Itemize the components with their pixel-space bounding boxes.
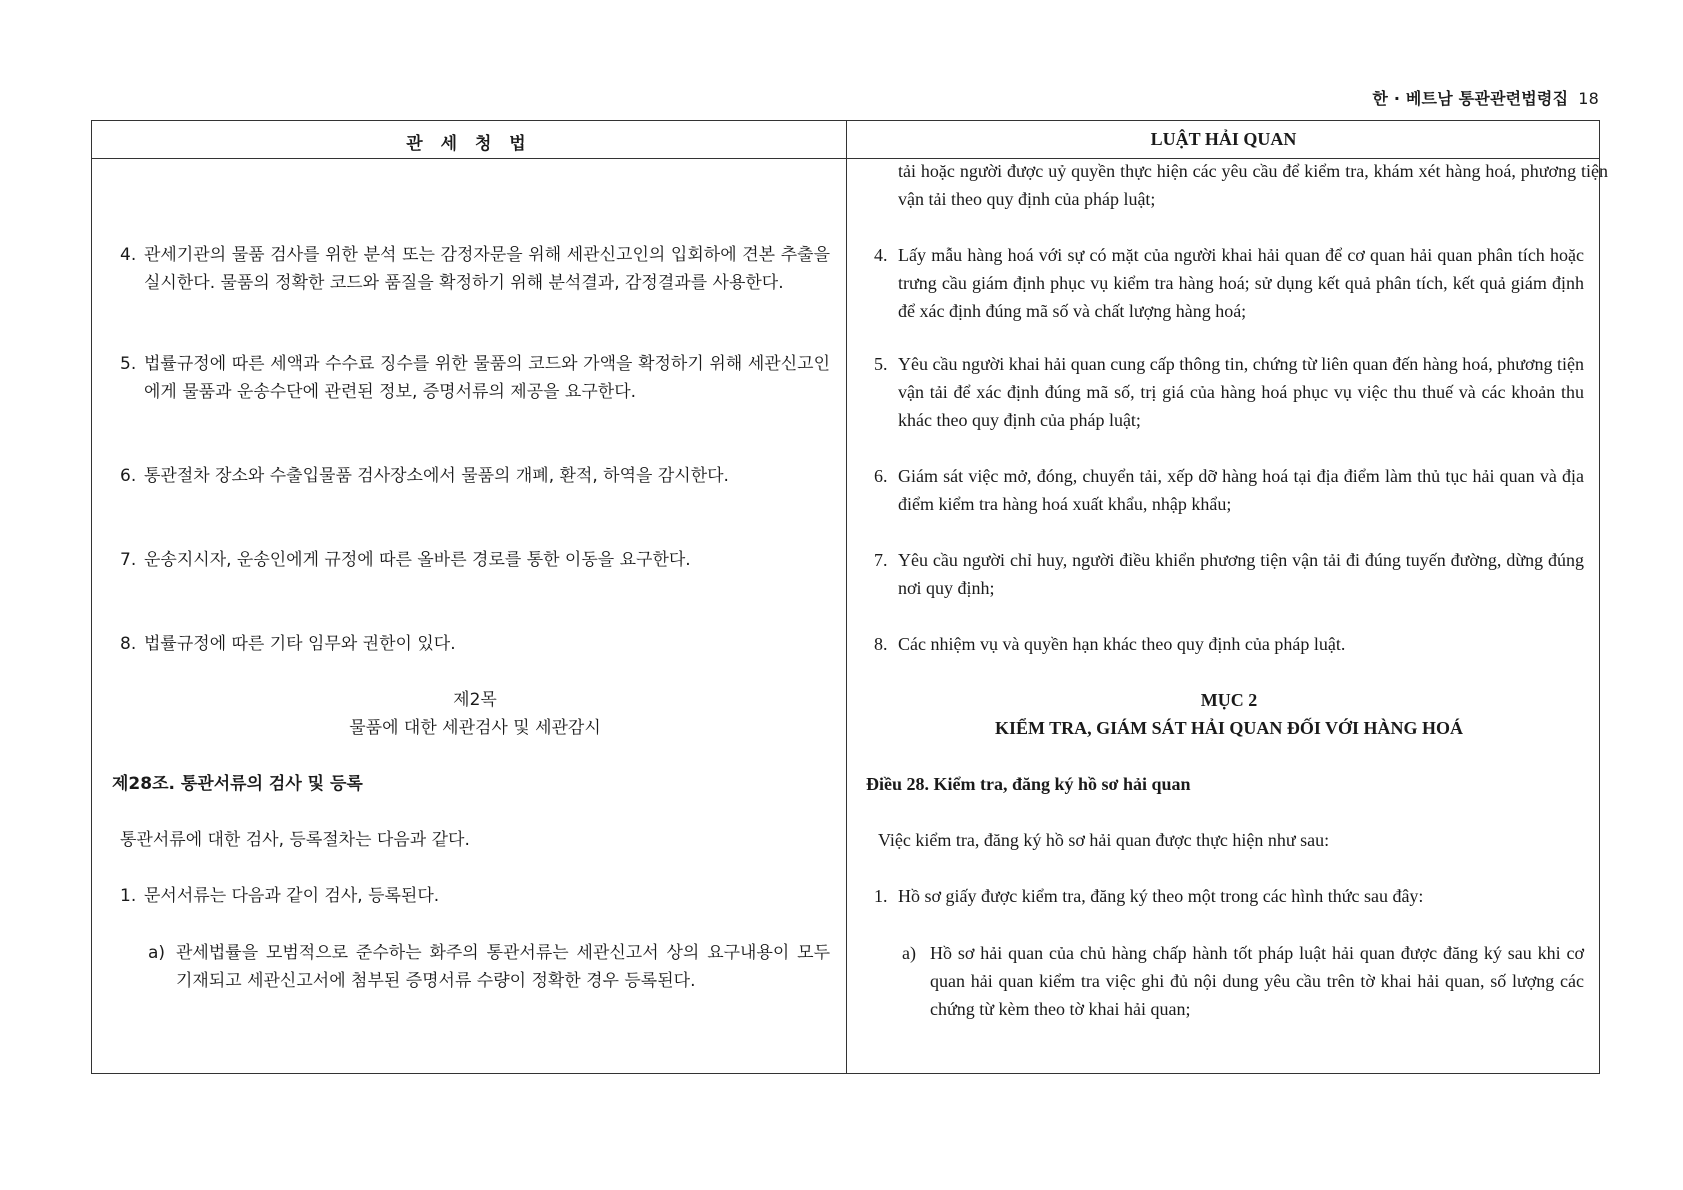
vi-article-title: Điều 28. Kiểm tra, đăng ký hồ sơ hải quan	[866, 774, 1191, 794]
ko-item-1	[120, 882, 830, 910]
ko-item-5-num: 5.	[120, 354, 137, 374]
ko-item-8-num: 8.	[120, 634, 137, 654]
vi-item-1-num: 1.	[874, 886, 888, 906]
vi-item-6-text: Giám sát việc mở, đóng, chuyển tải, xếp dỡ hàng hoá tại địa điểm làm thủ tục hải quan và địa điểm kiểm tra hàng hoá xuất khẩu, nhập khẩu;	[898, 466, 1584, 514]
vi-item-8	[874, 630, 1584, 658]
vi-item-5-text: Yêu cầu người khai hải quan cung cấp thông tin, chứng từ liên quan đến hàng hoá, phương tiện vận tải để xác định đúng mã số, trị giá của hàng hoá phục vụ việc thu thuế và các khoản thu khác theo quy định của pháp luật;	[898, 354, 1584, 430]
korean-column-title: 관 세 청 법	[406, 134, 532, 154]
vi-sub-a	[874, 939, 1584, 1023]
vi-section-label: MỤC 2	[1200, 690, 1258, 710]
ko-intro: 통관서류에 대한 검사, 등록절차는 다음과 같다.	[120, 830, 470, 850]
ko-item-6-text: 통관절차 장소와 수출입물품 검사장소에서 물품의 개폐, 환적, 하역을 감시한다.	[144, 466, 729, 486]
ko-section-label: 제2목	[453, 690, 497, 710]
ko-item-7	[120, 546, 830, 574]
ko-sub-a-text: 관세법률을 모범적으로 준수하는 화주의 통관서류는 세관신고서 상의 요구내용이 모두 기재되고 세관신고서에 첨부된 증명서류 수량이 정확한 경우 등록된다.	[176, 943, 830, 991]
vi-item-6	[874, 462, 1584, 518]
ko-item-4-num: 4.	[120, 245, 137, 265]
ko-item-4	[120, 241, 830, 297]
vi-item-8-text: Các nhiệm vụ và quyền hạn khác theo quy định của pháp luật.	[898, 634, 1346, 654]
ko-item-4-text: 관세기관의 물품 검사를 위한 분석 또는 감정자문을 위해 세관신고인의 입회하에 견본 추출을 실시한다. 물품의 정확한 코드와 품질을 확정하기 위해 분석결과, 감정결과를 사용한다.	[144, 245, 830, 293]
ko-item-6	[120, 462, 830, 490]
vi-item-7-text: Yêu cầu người chỉ huy, người điều khiển phương tiện vận tải đi đúng tuyến đường, dừng đúng nơi quy định;	[898, 550, 1584, 598]
vi-continuation: tải hoặc người được uỷ quyền thực hiện các yêu cầu để kiểm tra, khám xét hàng hoá, phương tiện vận tải theo quy định của pháp luật;	[898, 161, 1608, 209]
vi-sub-a-num: a)	[902, 943, 916, 963]
vi-section-title: KIỂM TRA, GIÁM SÁT HẢI QUAN ĐỐI VỚI HÀNG HOÁ	[994, 718, 1464, 738]
ko-item-5	[120, 350, 830, 406]
ko-item-5-text: 법률규정에 따른 세액과 수수료 징수를 위한 물품의 코드와 가액을 확정하기 위해 세관신고인에게 물품과 운송수단에 관련된 정보, 증명서류의 제공을 요구한다.	[144, 354, 830, 402]
ko-item-6-num: 6.	[120, 466, 137, 486]
vietnamese-column-title: LUẬT HẢI QUAN	[1150, 129, 1297, 149]
vi-item-5	[874, 350, 1584, 434]
ko-item-7-num: 7.	[120, 550, 137, 570]
vi-sub-a-text: Hồ sơ hải quan của chủ hàng chấp hành tốt pháp luật hải quan được đăng ký sau khi cơ quan hải quan kiểm tra việc ghi đủ nội dung yêu cầu trên tờ khai hải quan, số lượng các chứng từ kèm theo tờ khai hải quan;	[930, 943, 1584, 1019]
vi-item-7	[874, 546, 1584, 602]
book-title: 한 · 베트남 통관관련법령집	[1372, 89, 1569, 108]
vi-item-7-num: 7.	[874, 550, 888, 570]
bilingual-table	[91, 120, 1608, 1074]
ko-item-7-text: 운송지시자, 운송인에게 규정에 따른 올바른 경로를 통한 이동을 요구한다.	[144, 550, 691, 570]
ko-item-8	[120, 630, 830, 658]
ko-article-title: 제28조. 통관서류의 검사 및 등록	[112, 774, 363, 794]
vi-item-4	[874, 241, 1584, 325]
vi-item-5-num: 5.	[874, 354, 888, 374]
ko-item-1-num: 1.	[120, 886, 137, 906]
page-number: 18	[1578, 89, 1599, 108]
ko-section-title: 물품에 대한 세관검사 및 세관감시	[349, 718, 601, 738]
vi-item-8-num: 8.	[874, 634, 888, 654]
vi-item-4-num: 4.	[874, 245, 888, 265]
vietnamese-column	[846, 159, 1608, 1073]
vi-item-6-num: 6.	[874, 466, 888, 486]
korean-column	[92, 159, 846, 1073]
vi-item-4-text: Lấy mẫu hàng hoá với sự có mặt của người khai hải quan để cơ quan hải quan phân tích hoặc trưng cầu giám định phục vụ kiểm tra hàng hoá; sử dụng kết quả phân tích, kết quả giám định để xác định đúng mã số và chất lượng hàng hoá;	[898, 245, 1584, 321]
ko-sub-a-num: a)	[148, 943, 166, 963]
vi-item-1-text: Hồ sơ giấy được kiểm tra, đăng ký theo một trong các hình thức sau đây:	[898, 886, 1424, 906]
ko-item-8-text: 법률규정에 따른 기타 임무와 권한이 있다.	[144, 634, 456, 654]
ko-item-1-text: 문서서류는 다음과 같이 검사, 등록된다.	[144, 886, 440, 906]
vi-item-1	[874, 882, 1584, 910]
vi-intro: Việc kiểm tra, đăng ký hồ sơ hải quan được thực hiện như sau:	[878, 830, 1330, 850]
ko-sub-a	[120, 939, 830, 995]
running-header	[1372, 86, 1599, 109]
